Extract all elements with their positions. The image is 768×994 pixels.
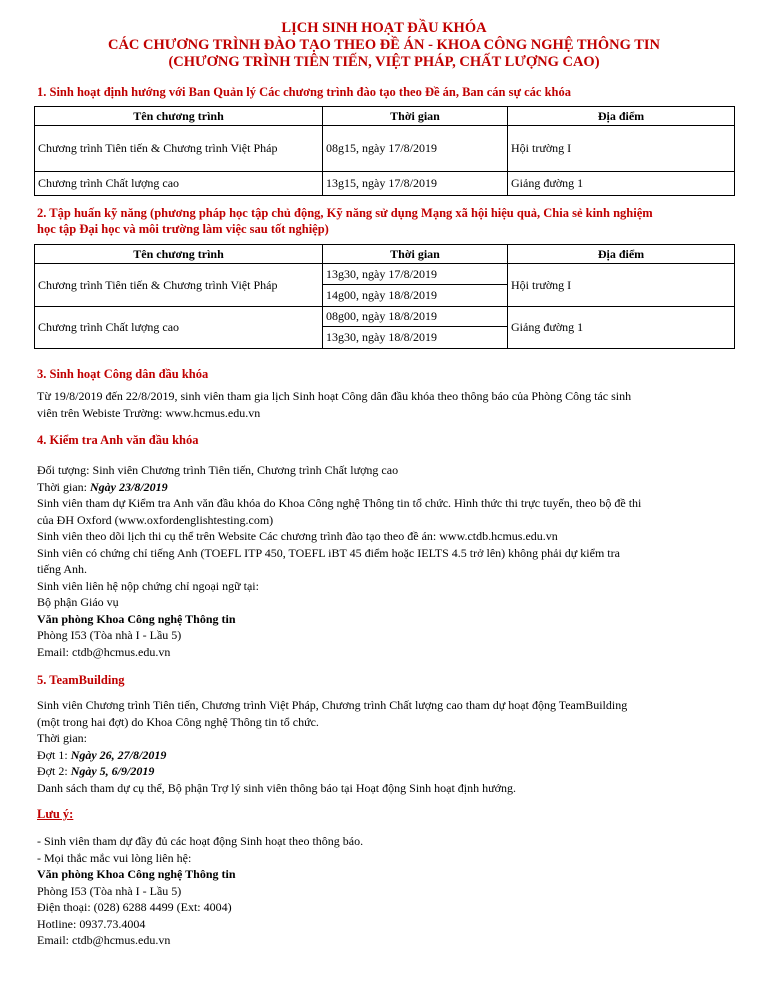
body-line: Thời gian: (37, 731, 88, 745)
table-row (35, 264, 735, 285)
body-line: Từ 19/8/2019 đến 22/8/2019, sinh viên tham gia lịch Sinh hoạt Công dân đầu khóa theo thông báo của Phòng Công tác sinh (37, 389, 632, 403)
body-line: Sinh viên theo dõi lịch thi cụ thể trên Website Các chương trình đào tạo theo đề án: www.ctdb.hcmus.edu.vn (37, 529, 558, 543)
wave2-label: Đợt 2: (37, 764, 71, 778)
body-line: của ĐH Oxford (www.oxfordenglishtesting.com) (37, 512, 274, 527)
section3-body (37, 388, 737, 421)
wave2-value: Ngày 5, 6/9/2019 (70, 764, 155, 778)
contact-email: Email: ctdb@hcmus.edu.vn (37, 933, 171, 947)
program-cell: Chương trình Chất lượng cao (35, 172, 323, 196)
time-label: Thời gian: (37, 479, 91, 494)
body-line: Sinh viên tham dự Kiểm tra Anh văn đầu khóa do Khoa Công nghệ Thông tin tổ chức. Hình thức thi trực tuyến, theo bộ đề thi (37, 496, 642, 510)
wave1-label: Đợt 1: (37, 747, 71, 762)
time-cell: 08g00, ngày 18/8/2019 (323, 307, 508, 327)
program-cell: Chương trình Chất lượng cao (35, 307, 323, 349)
program-cell: Chương trình Tiên tiến & Chương trình Việt Pháp (35, 126, 323, 172)
note-heading: Lưu ý: (37, 807, 74, 821)
time-cell: 14g00, ngày 18/8/2019 (323, 285, 508, 307)
body-line: Sinh viên liên hệ nộp chứng chỉ ngoại ngữ tại: (37, 578, 259, 593)
table-header-row (35, 107, 735, 126)
place-cell: Giảng đường 1 (508, 172, 735, 196)
body-line: Bộ phận Giáo vụ (37, 595, 119, 609)
section4-heading: 4. Kiểm tra Anh văn đầu khóa (37, 433, 199, 447)
body-line: tiếng Anh. (37, 562, 87, 576)
section1-heading: 1. Sinh hoạt định hướng với Ban Quản lý Các chương trình đào tạo theo Đề án, Ban cán sự các khóa (37, 85, 572, 99)
wave1-value: Ngày 26, 27/8/2019 (70, 747, 167, 762)
wave1-line (37, 747, 737, 764)
body-line: Danh sách tham dự cụ thể, Bộ phận Trợ lý sinh viên thông báo tại Hoạt động Sinh hoạt định hướng. (37, 780, 516, 795)
time-cell: 13g30, ngày 17/8/2019 (323, 264, 508, 285)
column-header-place: Địa điểm (508, 245, 735, 264)
column-header-time: Thời gian (323, 107, 508, 126)
table-row (35, 172, 735, 196)
office-name: Văn phòng Khoa Công nghệ Thông tin (37, 611, 236, 626)
column-header-time: Thời gian (323, 245, 508, 264)
body-line: viên trên Webiste Trường: www.hcmus.edu.vn (37, 405, 261, 420)
section1-table (34, 106, 735, 196)
time-cell: 13g15, ngày 17/8/2019 (323, 172, 508, 196)
contact-hotline: Hotline: 0937.73.4004 (37, 916, 146, 931)
section5-heading: 5. TeamBuilding (37, 673, 125, 687)
section4-body (37, 462, 737, 660)
place-cell: Hội trường I (508, 126, 735, 172)
body-line: Sinh viên có chứng chỉ tiếng Anh (TOEFL ITP 450, TOEFL iBT 45 điểm hoặc IELTS 4.5 trở lên) không phải dự kiểm tra (37, 545, 620, 560)
table-row (35, 126, 735, 172)
contact-phone: Điện thoại: (028) 6288 4499 (Ext: 4004) (37, 900, 232, 914)
section3-heading: 3. Sinh hoạt Công dân đầu khóa (37, 367, 209, 381)
time-line (37, 479, 737, 496)
note-body (37, 833, 737, 949)
document-title-line1: LỊCH SINH HOẠT ĐẦU KHÓA (281, 20, 487, 36)
time-cell: 08g15, ngày 17/8/2019 (323, 126, 508, 172)
body-line: - Sinh viên tham dự đầy đủ các hoạt động Sinh hoạt theo thông báo. (37, 834, 364, 848)
office-address: Phòng I53 (Tòa nhà I - Lầu 5) (37, 883, 182, 898)
table-header-row (35, 245, 735, 264)
section2-table (34, 244, 735, 349)
section2-heading-line1: 2. Tập huấn kỹ năng (phương pháp học tập chủ động, Kỹ năng sử dụng Mạng xã hội hiệu quả, Chia sẻ kinh nghiệm (37, 206, 653, 220)
wave2-line (37, 763, 737, 780)
document-title-line2: CÁC CHƯƠNG TRÌNH ĐÀO TẠO THEO ĐỀ ÁN - KHOA CÔNG NGHỆ THÔNG TIN (107, 37, 660, 53)
time-value: Ngày 23/8/2019 (90, 479, 168, 494)
place-cell: Hội trường I (508, 264, 735, 307)
audience-line: Đối tượng: Sinh viên Chương trình Tiên tiến, Chương trình Chất lượng cao (37, 463, 399, 477)
office-name: Văn phòng Khoa Công nghệ Thông tin (37, 867, 236, 881)
column-header-program: Tên chương trình (35, 107, 323, 126)
section5-body (37, 697, 737, 796)
program-cell: Chương trình Tiên tiến & Chương trình Việt Pháp (35, 264, 323, 307)
body-line: Sinh viên Chương trình Tiên tiến, Chương trình Việt Pháp, Chương trình Chất lượng cao tham dự hoạt động TeamBuilding (37, 698, 628, 712)
column-header-place: Địa điểm (508, 107, 735, 126)
place-cell: Giảng đường 1 (508, 307, 735, 349)
table-row (35, 307, 735, 327)
contact-email: Email: ctdb@hcmus.edu.vn (37, 644, 171, 659)
section2-heading-line2: học tập Đại học và môi trường làm việc sau tốt nghiệp) (37, 222, 329, 236)
body-line: - Mọi thắc mắc vui lòng liên hệ: (37, 850, 192, 865)
body-line: (một trong hai đợt) do Khoa Công nghệ Thông tin tổ chức. (37, 714, 319, 729)
document-title-line3: (CHƯƠNG TRÌNH TIÊN TIẾN, VIỆT PHÁP, CHẤT LƯỢNG CAO) (168, 54, 600, 70)
office-address: Phòng I53 (Tòa nhà I - Lầu 5) (37, 628, 182, 642)
column-header-program: Tên chương trình (35, 245, 323, 264)
time-cell: 13g30, ngày 18/8/2019 (323, 327, 508, 349)
